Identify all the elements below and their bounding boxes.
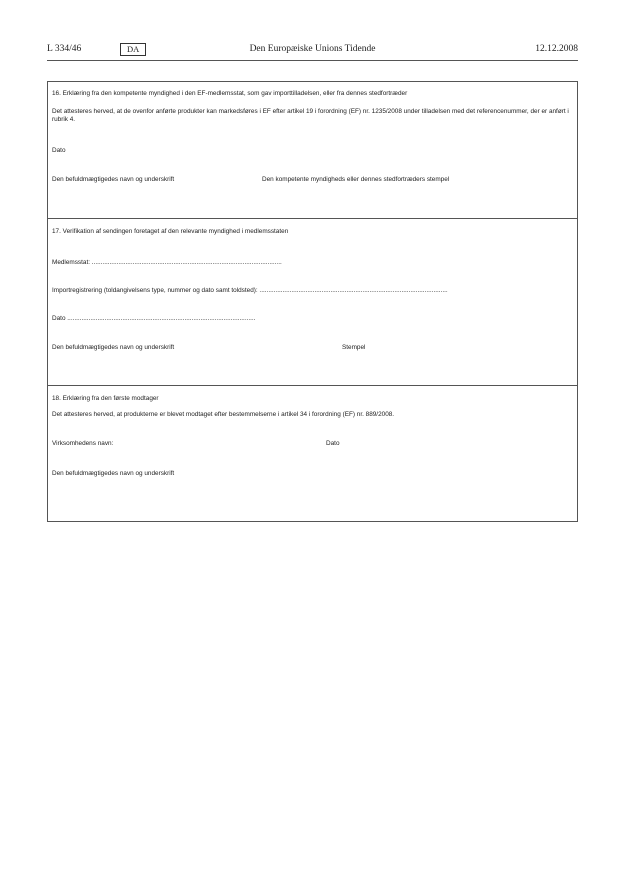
- section-17-signature-label: Den befuldmægtigedes navn og underskrift: [52, 344, 175, 351]
- section-17-import-registration-label: Importregistrering (toldangivelsens type, nummer og dato samt toldsted): ..........................................................................................................: [52, 287, 448, 294]
- section-16-stamp-label: Den kompetente myndigheds eller dennes stedfortræders stempel: [262, 176, 450, 183]
- section-18-company-label: Virksomhedens navn:: [52, 440, 114, 447]
- section-16-statement: Det attesteres herved, at de ovenfor anførte produkter kan markedsføres i EF efter artikel 19 i forordning (EF) nr. 1235/2008 under tilladelsen med det referencenummer, der er anført i rubrik 4.: [52, 108, 569, 123]
- header-rule: [47, 60, 578, 61]
- section-18-signature-label: Den befuldmægtigedes navn og underskrift: [52, 470, 175, 477]
- section-16-signature-label: Den befuldmægtigedes navn og underskrift: [52, 176, 175, 183]
- section-17: [48, 219, 577, 386]
- journal-reference: L 334/46: [47, 44, 82, 54]
- publication-date: 12.12.2008: [535, 44, 578, 54]
- section-18-statement: Det attesteres herved, at produkterne er blevet modtaget efter bestemmelserne i artikel 34 i forordning (EF) nr. 889/2008.: [52, 411, 395, 418]
- section-18-date-label: Dato: [326, 440, 340, 447]
- certificate-form: [47, 81, 578, 522]
- section-16-title: 16. Erklæring fra den kompetente myndighed i den EF-medlemsstat, som gav importtilladelsen, eller fra dennes stedfortræder: [52, 90, 408, 97]
- section-16-date-label: Dato: [52, 147, 66, 154]
- section-17-stamp-label: Stempel: [342, 344, 366, 351]
- section-17-date-label: Dato ..........................................................................................................: [52, 315, 256, 322]
- section-17-title: 17. Verifikation af sendingen foretaget af den relevante myndighed i medlemsstaten: [52, 228, 289, 235]
- section-18-title: 18. Erklæring fra den første modtager: [52, 395, 159, 402]
- journal-title: Den Europæiske Unions Tidende: [249, 44, 376, 54]
- language-badge: DA: [120, 43, 146, 56]
- page-header: [47, 44, 578, 58]
- section-16: [48, 82, 577, 219]
- section-18: [48, 386, 577, 521]
- section-17-member-state-label: Medlemsstat: ...........................................................................................................: [52, 259, 282, 266]
